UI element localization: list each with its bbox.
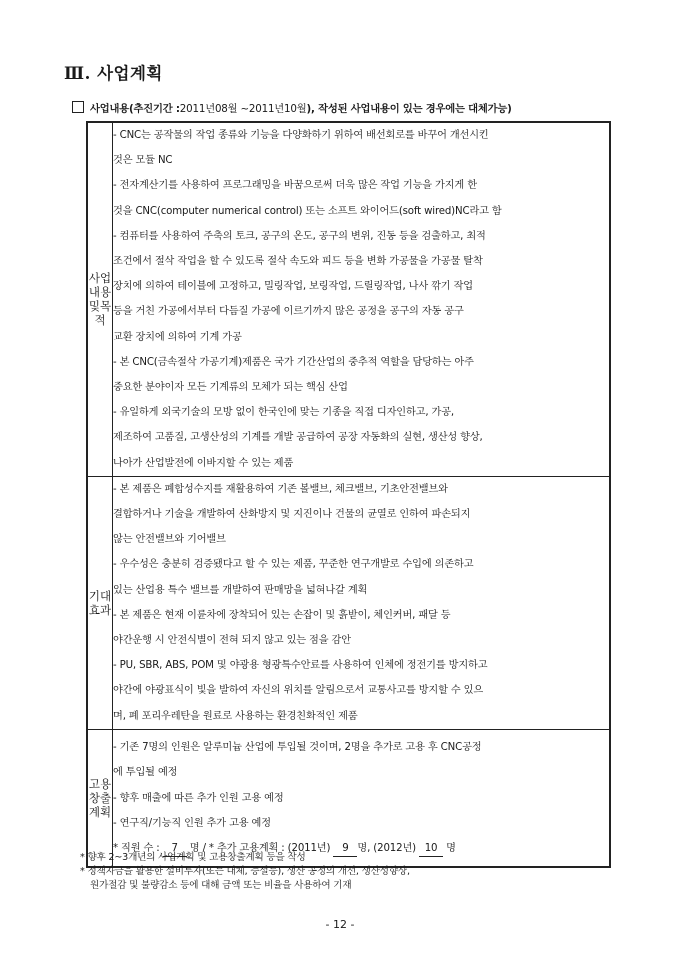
footnote: 원가절감 및 불량감소 등에 대해 금액 또는 비율을 사용하여 기재 (90, 880, 352, 891)
additional-hire-label: / * 추가 고용계획 : (2011년) (202, 842, 331, 854)
text-line: 것은 모듈 NC (113, 155, 173, 167)
additional-hire-2012: 10 (419, 842, 443, 857)
subheading-period: 2011년08월 ~2011년10월 (179, 103, 307, 115)
text-line: 것을 CNC(computer numerical control) 또는 소프트 와이어드(soft wired)NC라고 함 (113, 205, 502, 217)
text-line: - 연구직/기능직 인원 추가 고용 예정 (113, 817, 271, 829)
text-line: - 전자계산기를 사용하여 프로그래밍을 바꿈으로써 더욱 많은 작업 기능을 가지게 한 (113, 180, 477, 192)
row-body-effects (113, 476, 611, 729)
footnote: * 향후 2~3개년의 사업계획 및 고용창출계획 등을 작성 (80, 852, 306, 863)
section-title: Ⅲ. 사업계획 (64, 64, 163, 83)
text-line: - 본 제품은 폐합성수지를 재활용하여 기존 볼밸브, 체크밸브, 기초안전밸브와 (113, 483, 448, 495)
business-plan-subheading (72, 100, 612, 115)
subheading-label: 사업내용(추진기간 : (90, 103, 180, 115)
text-line: 조건에서 절삭 작업을 할 수 있도록 절삭 속도와 피드 등을 변화 가공물을 가공물 탈착 (113, 256, 483, 268)
staff-prefix: * 직원 수 : (113, 842, 160, 854)
text-line: - 기존 7명의 인원은 알루미늄 산업에 투입될 것이며, 2명을 추가로 고용 후 CNC공정 (113, 742, 482, 754)
text-line: - 우수성은 충분히 검증됐다고 할 수 있는 제품, 꾸준한 연구개발로 수입에 의존하고 (113, 559, 474, 571)
text-line: 있는 산업용 특수 밸브를 개발하여 판매망을 넓혀나갈 계획 (113, 584, 368, 596)
text-line: - 본 제품은 현재 이륜차에 장착되어 있는 손잡이 및 흙받이, 체인커버, 패달 등 (113, 609, 451, 621)
text-line: 결합하거나 기술을 개발하여 산화방지 및 지진이나 건물의 균열로 인하여 파손되지 (113, 509, 471, 521)
text-line: - 본 CNC(금속절삭 가공기계)제품은 국가 기간산업의 중추적 역할을 담당하는 아주 (113, 356, 474, 368)
text-line: 야간운행 시 안전식별이 전혀 되지 않고 있는 점을 감안 (113, 635, 351, 647)
row-label-effects: 기대효과 (87, 476, 113, 729)
text-line: 야간에 야광표식이 빛을 발하여 자신의 위치를 알림으로서 교통사고를 방지할 수 있으 (113, 685, 484, 697)
text-line: - CNC는 공작물의 작업 종류와 기능을 다양화하기 위하여 배선회로를 바꾸어 개선시킨 (113, 130, 489, 141)
additional-hire-year-2012: 명, (2012년) (357, 842, 416, 854)
additional-hire-2011: 9 (333, 842, 357, 857)
page-number: - 12 - (325, 918, 355, 931)
staff-unit: 명 (189, 842, 200, 854)
footnotes (80, 851, 410, 893)
text-line: 나아가 산업발전에 이바지할 수 있는 제품 (113, 457, 294, 469)
footnote: * 정책자금을 활용한 설비투자(또는 대체, 증설등), 생산 공정의 개선, 생산성향상, (80, 866, 410, 877)
text-line: - 유일하게 외국기술의 모방 없이 한국인에 맞는 기종을 직접 디자인하고, 가공, (113, 407, 455, 419)
text-line: 중요한 분야이자 모든 기계류의 모체가 되는 핵심 산업 (113, 382, 348, 394)
text-line: 에 투입될 예정 (113, 767, 178, 779)
staff-unit-final: 명 (446, 842, 456, 854)
checkbox-square-icon (72, 101, 84, 113)
table-row-effects (87, 476, 610, 729)
text-line: 않는 안전밸브와 기어밸브 (113, 534, 226, 546)
table-row-employment (87, 729, 610, 867)
text-line: 며, 폐 포리우레탄을 원료로 사용하는 환경친화적인 제품 (113, 710, 358, 722)
subheading-suffix: ), 작성된 사업내용이 있는 경우에는 대체가능) (306, 103, 512, 115)
text-line: - 컴퓨터를 사용하여 주축의 토크, 공구의 온도, 공구의 변위, 진동 등을 검출하고, 최적 (113, 230, 486, 242)
text-line: - PU, SBR, ABS, POM 및 야광용 형광특수안료를 사용하여 인체에 정전기를 방지하고 (113, 660, 488, 672)
text-line: 제조하여 고품질, 고생산성의 기계를 개발 공급하여 공장 자동화의 실현, 생산성 향상, (113, 432, 483, 444)
row-body-employment (113, 729, 611, 867)
current-staff-value: 7 (163, 842, 187, 857)
text-line: - 향후 매출에 따른 추가 인원 고용 예정 (113, 792, 284, 804)
row-label-employment: 고용창출계획 (87, 729, 113, 867)
text-line: 등을 거친 가공에서부터 다듬질 가공에 이르기까지 많은 공정을 공구의 자동 공구 (113, 306, 464, 318)
row-body-purpose (113, 122, 611, 476)
business-plan-table (86, 121, 611, 868)
row-label-purpose: 사업내용및목적 (87, 122, 113, 476)
text-line: 교환 장치에 의하여 기계 가공 (113, 331, 242, 343)
table-row-purpose (87, 122, 610, 476)
text-line: 장치에 의하여 테이블에 고정하고, 밀링작업, 보링작업, 드릴링작업, 나사 깎기 작업 (113, 281, 473, 293)
